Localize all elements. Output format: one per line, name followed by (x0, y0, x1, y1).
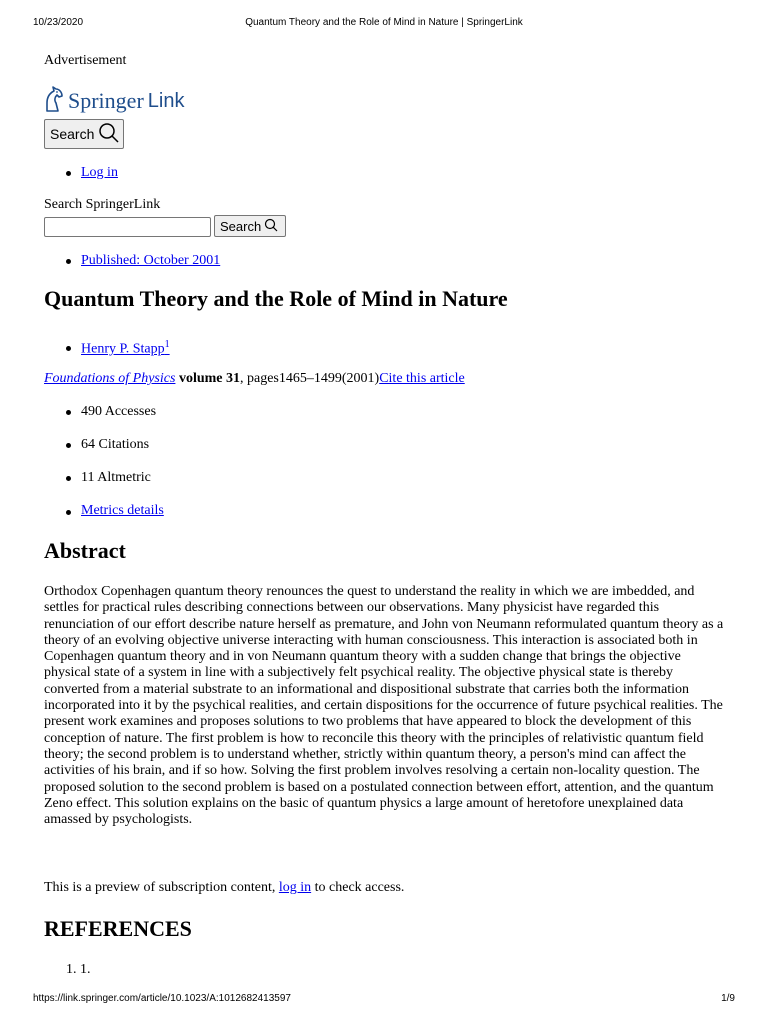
abstract-heading: Abstract (44, 538, 126, 563)
print-page-number: 1/9 (721, 993, 735, 1004)
article-title: Quantum Theory and the Role of Mind in Nature (44, 286, 508, 311)
author-link[interactable] (81, 339, 170, 358)
search-input[interactable] (44, 217, 211, 237)
journal-volume: volume 31 (178, 371, 240, 386)
print-header (0, 17, 768, 31)
bullet-icon (66, 410, 71, 415)
metric-altmetric: 11 Altmetric (81, 470, 151, 485)
author-affiliation-sup: 1 (164, 339, 170, 350)
journal-link[interactable]: Foundations of Physics (44, 371, 176, 386)
bullet-icon (66, 476, 71, 481)
metrics-details-link[interactable]: Metrics details (81, 503, 164, 518)
springerlink-logo[interactable] (44, 86, 184, 116)
bullet-icon (66, 259, 71, 264)
bullet-icon (66, 171, 71, 176)
search-submit-button[interactable] (214, 215, 286, 237)
preview-login-link[interactable]: log in (278, 880, 312, 895)
references-heading: REFERENCES (44, 916, 192, 941)
published-date-link[interactable]: Published: October 2001 (81, 253, 221, 268)
bullet-icon (66, 346, 71, 351)
logo-word-springer: Springer (68, 88, 144, 113)
bullet-icon (66, 510, 71, 515)
preview-notice (44, 880, 404, 896)
login-link[interactable]: Log in (81, 165, 118, 180)
journal-info (44, 371, 465, 387)
search-submit-label: Search (220, 218, 262, 234)
reference-number: 1. (66, 962, 77, 977)
search-label: Search SpringerLink (44, 197, 161, 212)
reference-item (66, 962, 91, 978)
advertisement-label: Advertisement (44, 53, 127, 68)
print-footer (0, 993, 768, 1007)
logo-word-link: Link (147, 89, 185, 112)
horse-icon (44, 85, 64, 118)
metric-citations: 64 Citations (81, 437, 150, 452)
author-name: Henry P. Stapp (81, 341, 165, 357)
search-icon (264, 218, 278, 235)
journal-pages: , pages1465–1499(2001) (240, 371, 380, 386)
bullet-icon (66, 443, 71, 448)
metric-accesses: 490 Accesses (81, 404, 157, 419)
print-page-title: Quantum Theory and the Role of Mind in Nature | SpringerLink (245, 17, 523, 28)
print-url: https://link.springer.com/article/10.1023/A:1012682413597 (33, 993, 291, 1004)
preview-text-after: to check access. (311, 880, 405, 895)
print-date: 10/23/2020 (33, 17, 84, 28)
cite-article-link[interactable]: Cite this article (379, 371, 465, 386)
search-icon (94, 122, 120, 147)
preview-text-before: This is a preview of subscription content, (44, 880, 279, 895)
header-search-label: Search (50, 126, 95, 142)
abstract-text: Orthodox Copenhagen quantum theory renounces the quest to understand the reality in which we are imbedded, and settles for practical rules describing connections between our observations. Many physicist have regarded this renunciation of our effort describe nature herself as premature, and John von Neumann reformulated quantum theory as a theory of an evolving objective universe interacting with human consciousness. This interaction is associated both in Copenhagen quantum theory and in von Neumann quantum theory with a sudden change that brings the objective physical state of a system in line with a subjectively felt psychical reality. The objective physical state is thereby converted from a material substrate to an informational and dispositional substrate that carries both the information incorporated into it by the psychical realities, and certain dispositions for the occurrence of future psychical realities. The present work examines and proposes solutions to two problems that have appeared to block the development of this conception of nature. The first problem is how to reconcile this theory with the principles of relativistic quantum field theory; the second problem is to understand whether, strictly within quantum theory, a person's mind can affect the activities of his brain, and if so how. Solving the first problem involves resolving a certain non-locality question. The proposed solution to the second problem is based on a postulated connection between effort, attention, and the quantum Zeno effect. This solution explains on the basic of quantum physics a large amount of heretofore unexplained data amassed by psychologists. (44, 584, 724, 828)
header-search-button[interactable] (44, 119, 124, 149)
reference-text: 1. (80, 962, 91, 977)
